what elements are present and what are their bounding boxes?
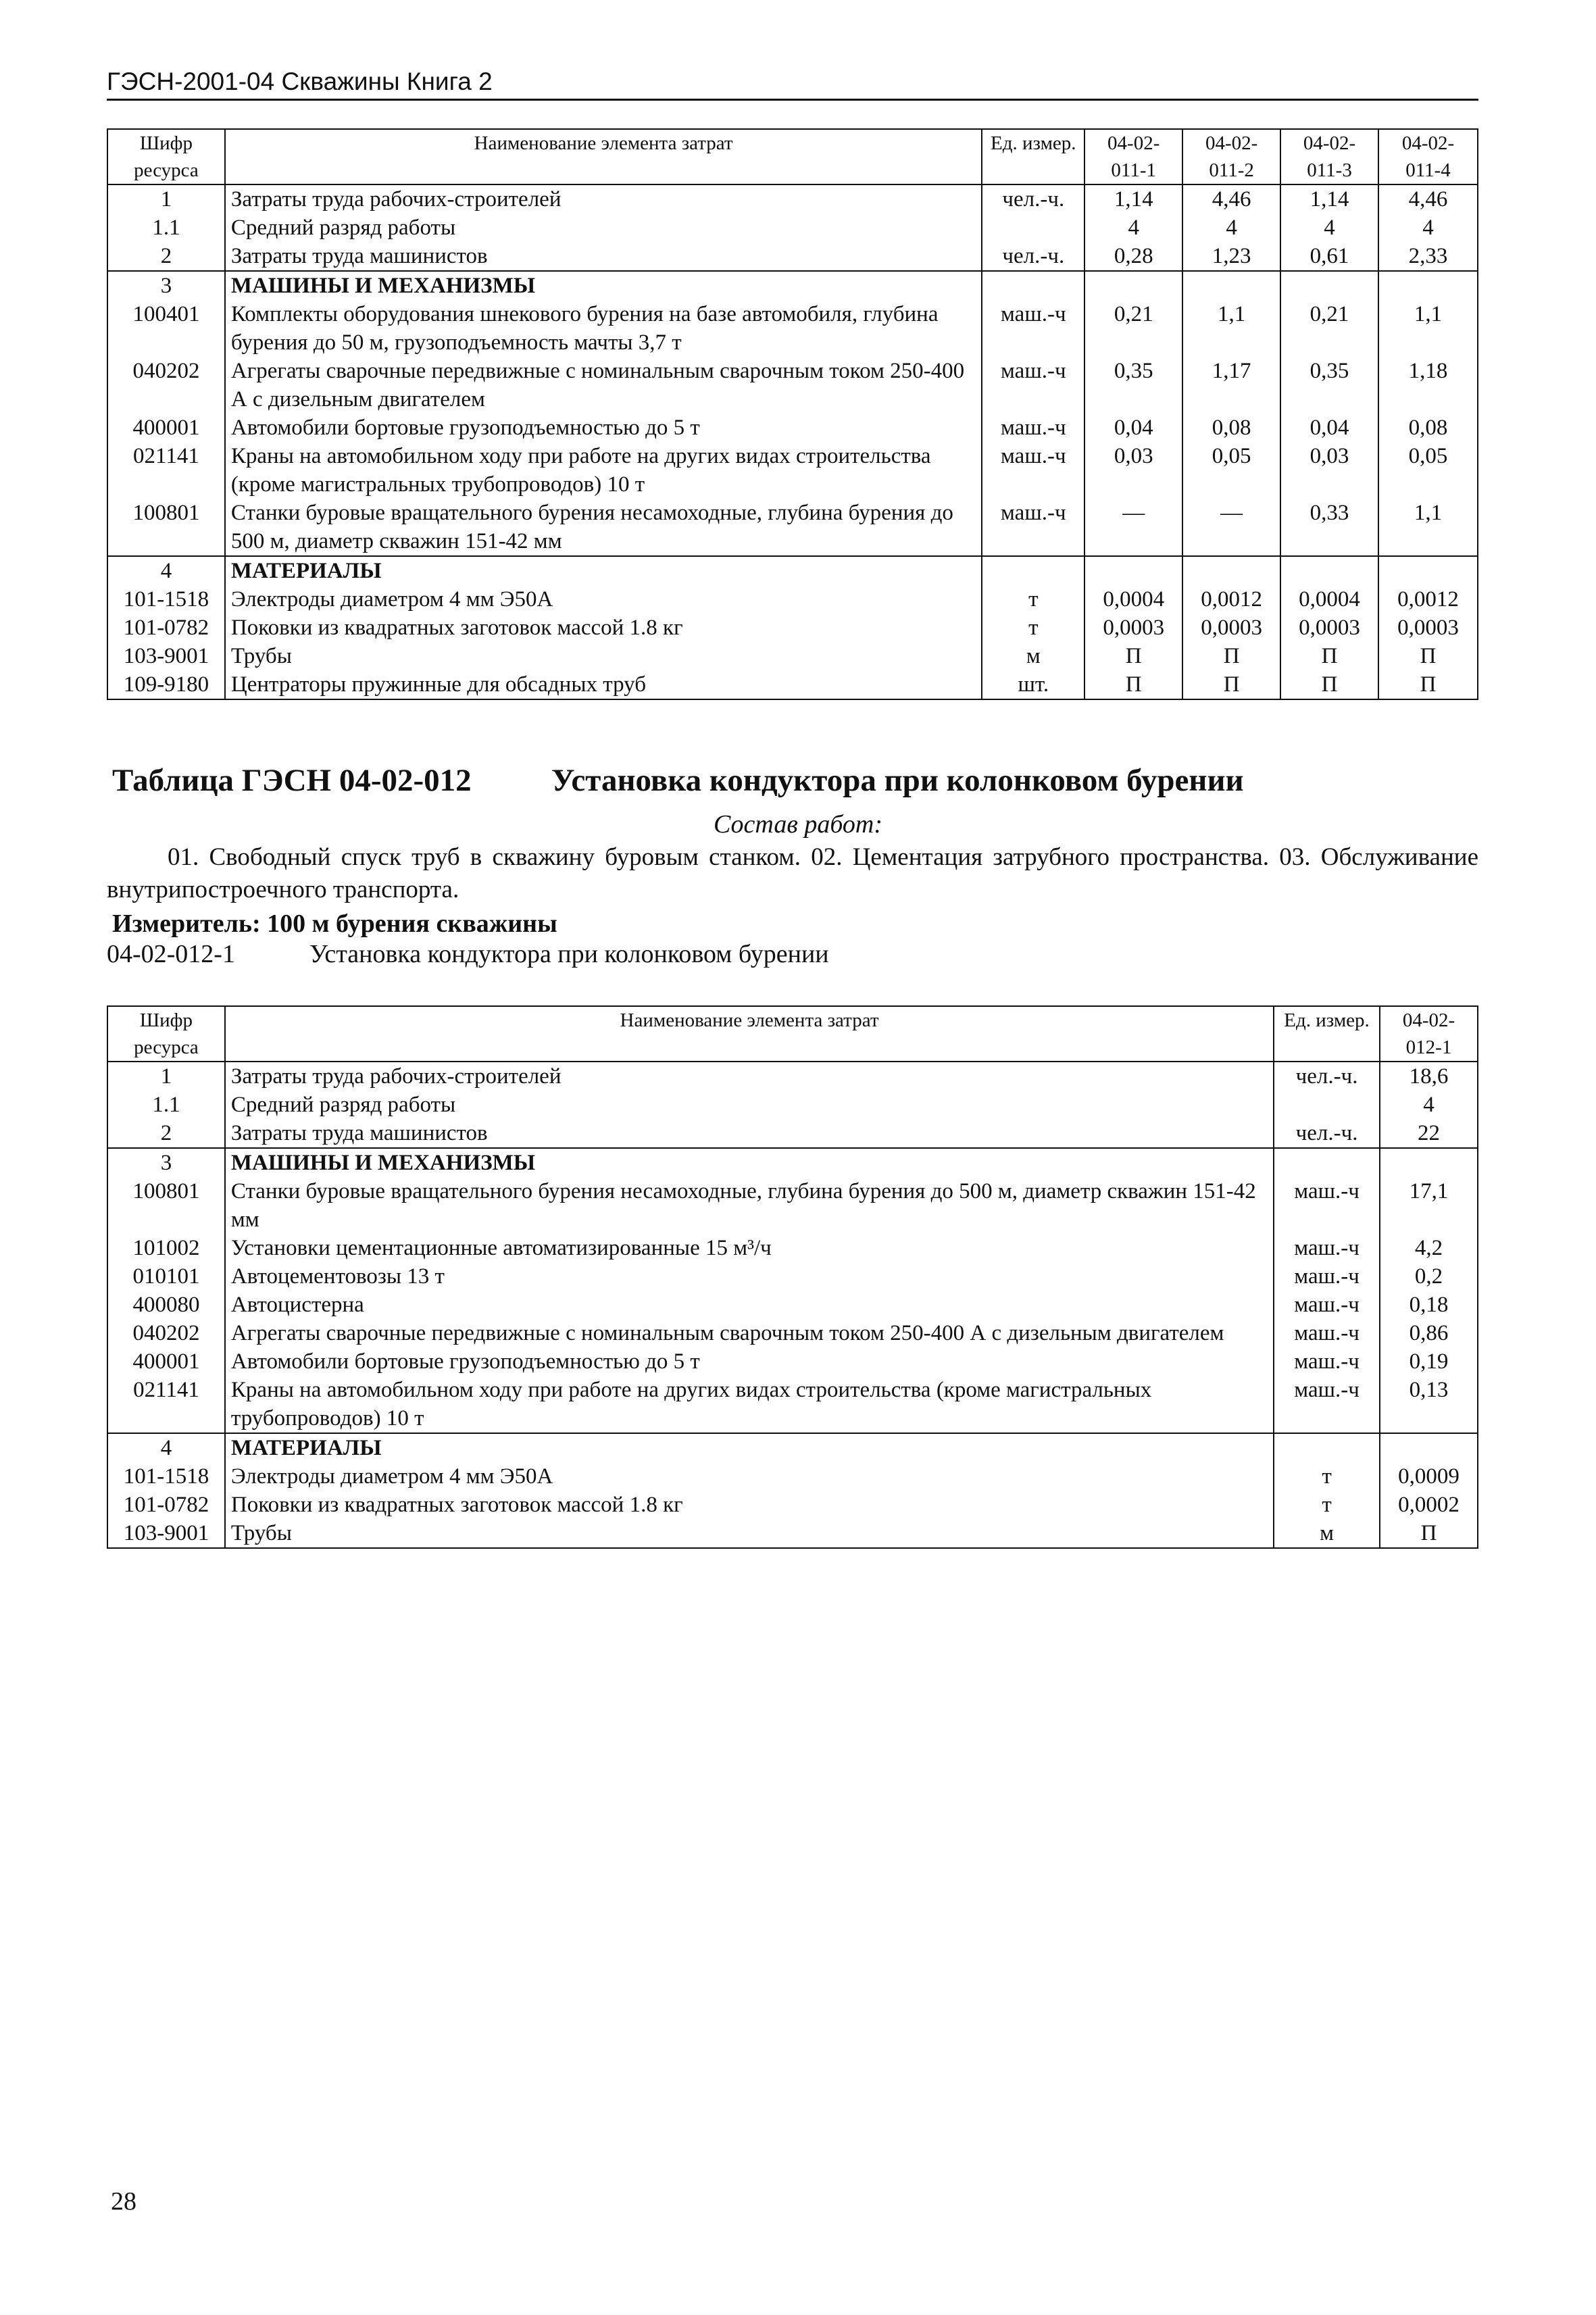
norm-value-cell-1: 0,19 [1380,1347,1478,1376]
cost-element-cell: Поковки из квадратных заготовок массой 1.8 кг [225,1491,1274,1519]
cost-element-cell: Агрегаты сварочные передвижные с номинальным сварочным током 250-400 А с дизельным двигателем [225,357,982,414]
resource-code-cell: 021141 [107,1376,225,1433]
unit-cell: чел.-ч. [1274,1062,1380,1091]
resource-code-cell: 4 [107,1433,225,1462]
norm-value-cell-1: 0,0009 [1380,1462,1478,1491]
table-row [107,499,1478,556]
cost-element-cell: Затраты труда рабочих-строителей [225,184,982,214]
cost-element-cell: Автомобили бортовые грузоподъемностью до 5 т [225,414,982,442]
norm-value-cell-2 [1182,556,1280,585]
unit-cell: маш.-ч [982,357,1084,414]
measurement-unit: Измеритель: 100 м бурения скважины [112,910,557,938]
header-cost-element: Наименование элемента затрат [225,1006,1274,1062]
resource-code-cell: 109-9180 [107,670,225,699]
cost-element-cell: Электроды диаметром 4 мм Э50А [225,585,982,614]
norm-value-cell-1: П [1084,642,1182,670]
table-row [107,1462,1478,1491]
norm-value-cell-1: — [1084,499,1182,556]
resource-code-cell: 100801 [107,1177,225,1234]
cost-element-cell: МАТЕРИАЛЫ [225,1433,1274,1462]
unit-cell: маш.-ч [1274,1177,1380,1234]
resource-code-cell: 101-1518 [107,1462,225,1491]
norm-value-cell-4: П [1378,670,1478,699]
cost-element-cell: Средний разряд работы [225,1091,1274,1119]
cost-element-cell: МАШИНЫ И МЕХАНИЗМЫ [225,1148,1274,1177]
cost-element-cell: Электроды диаметром 4 мм Э50А [225,1462,1274,1491]
table-header-row [107,129,1478,184]
table-row [107,1319,1478,1347]
norm-value-cell-3: 0,0004 [1280,585,1378,614]
unit-cell: маш.-ч [982,300,1084,357]
norm-value-cell-1: 0,0004 [1084,585,1182,614]
table-row [107,1519,1478,1548]
table-title-name: Установка кондуктора при колонковом бурении [551,763,1244,798]
cost-element-cell: Трубы [225,642,982,670]
norm-value-cell-4: 1,18 [1378,357,1478,414]
table-title-label: Таблица ГЭСН 04-02-012 [112,763,472,798]
table-row [107,614,1478,642]
norm-value-cell-1 [1084,556,1182,585]
table-row [107,357,1478,414]
unit-cell: маш.-ч [1274,1291,1380,1319]
norm-code: 04-02-012-1 [107,940,235,968]
cost-element-cell: Затраты труда машинистов [225,1119,1274,1148]
norm-value-cell-4: 0,0012 [1378,585,1478,614]
resource-table-011 [107,128,1478,700]
unit-cell: маш.-ч [1274,1347,1380,1376]
header-norm-4: 04-02-011-4 [1378,129,1478,184]
norm-code-line [107,939,829,969]
norm-value-cell-3: 0,35 [1280,357,1378,414]
norm-value-cell-1: 0,35 [1084,357,1182,414]
resource-code-cell: 101-1518 [107,585,225,614]
resource-code-cell: 400001 [107,414,225,442]
norm-value-cell-3: 0,61 [1280,242,1378,271]
works-description: 01. Свободный спуск труб в скважину буровым станком. 02. Цементация затрубного пространства. 03. Обслуживание внутрипостроечного транспорта. [107,843,1478,903]
resource-code-cell: 101-0782 [107,614,225,642]
resource-code-cell: 040202 [107,1319,225,1347]
table-row [107,670,1478,699]
unit-cell: маш.-ч [1274,1319,1380,1347]
norm-value-cell-1: 4 [1084,214,1182,242]
norm-value-cell-2: 0,0012 [1182,585,1280,614]
unit-cell [1274,1433,1380,1462]
resource-code-cell: 400001 [107,1347,225,1376]
page-number: 28 [111,2187,136,2216]
unit-cell: м [1274,1519,1380,1548]
unit-cell: т [1274,1462,1380,1491]
cost-element-cell: Краны на автомобильном ходу при работе на других видах строительства (кроме магистральных трубопроводов) 10 т [225,1376,1274,1433]
norm-value-cell-1: 17,1 [1380,1177,1478,1234]
norm-value-cell-1: 1,14 [1084,184,1182,214]
table-row [107,1291,1478,1319]
norm-value-cell-1: 0,18 [1380,1291,1478,1319]
resource-code-cell: 2 [107,242,225,271]
cost-element-cell: Поковки из квадратных заготовок массой 1.8 кг [225,614,982,642]
table-row [107,1062,1478,1091]
cost-element-cell: Автоцистерна [225,1291,1274,1319]
unit-cell [1274,1148,1380,1177]
cost-element-cell: Средний разряд работы [225,214,982,242]
norm-value-cell-4: 2,33 [1378,242,1478,271]
header-norm-3: 04-02-011-3 [1280,129,1378,184]
norm-value-cell-4: 1,1 [1378,300,1478,357]
header-unit: Ед. измер. [982,129,1084,184]
cost-element-cell: Краны на автомобильном ходу при работе на других видах строительства (кроме магистральных трубопроводов) 10 т [225,442,982,499]
norm-value-cell-3: 0,04 [1280,414,1378,442]
cost-element-cell: Автоцементовозы 13 т [225,1262,1274,1291]
norm-value-cell-4: 0,08 [1378,414,1478,442]
norm-value-cell-1 [1084,271,1182,300]
table-row [107,1148,1478,1177]
unit-cell [982,556,1084,585]
unit-cell: чел.-ч. [1274,1119,1380,1148]
resource-code-cell: 400080 [107,1291,225,1319]
norm-value-cell-4: 0,05 [1378,442,1478,499]
table-row [107,414,1478,442]
norm-value-cell-1: 18,6 [1380,1062,1478,1091]
unit-cell: т [1274,1491,1380,1519]
norm-value-cell-3: 0,0003 [1280,614,1378,642]
resource-code-cell: 100801 [107,499,225,556]
resource-code-cell: 103-9001 [107,642,225,670]
norm-value-cell-3: 0,33 [1280,499,1378,556]
resource-code-cell: 100401 [107,300,225,357]
header-norm-2: 04-02-011-2 [1182,129,1280,184]
norm-value-cell-2: 1,23 [1182,242,1280,271]
table-row [107,1491,1478,1519]
table-row [107,1091,1478,1119]
norm-value-cell-3: 0,03 [1280,442,1378,499]
unit-cell: т [982,585,1084,614]
norm-value-cell-2: 0,0003 [1182,614,1280,642]
cost-element-cell: Агрегаты сварочные передвижные с номинальным сварочным током 250-400 А с дизельным двигателем [225,1319,1274,1347]
unit-cell: маш.-ч [1274,1376,1380,1433]
norm-value-cell-1: 4,2 [1380,1234,1478,1262]
norm-value-cell-1: 22 [1380,1119,1478,1148]
norm-value-cell-2: П [1182,642,1280,670]
norm-value-cell-2: 4,46 [1182,184,1280,214]
table-row [107,642,1478,670]
header-resource-code: Шифр ресурса [107,1006,225,1062]
unit-cell: м [982,642,1084,670]
resource-code-cell: 021141 [107,442,225,499]
table-row [107,1262,1478,1291]
resource-code-cell: 1 [107,1062,225,1091]
unit-cell: маш.-ч [982,414,1084,442]
resource-code-cell: 040202 [107,357,225,414]
resource-code-cell: 3 [107,271,225,300]
unit-cell: чел.-ч. [982,242,1084,271]
resource-code-cell: 2 [107,1119,225,1148]
norm-value-cell-2: — [1182,499,1280,556]
header-unit: Ед. измер. [1274,1006,1380,1062]
norm-value-cell-3: 0,21 [1280,300,1378,357]
norm-value-cell-3: П [1280,670,1378,699]
norm-value-cell-4: 1,1 [1378,499,1478,556]
norm-value-cell-1 [1380,1148,1478,1177]
table-row [107,1347,1478,1376]
norm-value-cell-4: П [1378,642,1478,670]
norm-value-cell-2: 0,08 [1182,414,1280,442]
norm-value-cell-4: 4,46 [1378,184,1478,214]
resource-code-cell: 4 [107,556,225,585]
table-row [107,556,1478,585]
table-row [107,1433,1478,1462]
norm-value-cell-3: 4 [1280,214,1378,242]
resource-code-cell: 1 [107,184,225,214]
norm-value-cell-2: 1,17 [1182,357,1280,414]
cost-element-cell: Комплекты оборудования шнекового бурения на базе автомобиля, глубина бурения до 50 м, грузоподъемность мачты 3,7 т [225,300,982,357]
unit-cell [982,271,1084,300]
norm-value-cell-2 [1182,271,1280,300]
norm-value-cell-2: 4 [1182,214,1280,242]
table-row [107,442,1478,499]
unit-cell: шт. [982,670,1084,699]
norm-value-cell-2: 0,05 [1182,442,1280,499]
table-row [107,1376,1478,1433]
cost-element-cell: Трубы [225,1519,1274,1548]
table-row [107,1234,1478,1262]
norm-value-cell-1: 0,21 [1084,300,1182,357]
norm-value-cell-2: 1,1 [1182,300,1280,357]
cost-element-cell: Станки буровые вращательного бурения несамоходные, глубина бурения до 500 м, диаметр скважин 151-42 мм [225,499,982,556]
norm-value-cell-1: 0,04 [1084,414,1182,442]
resource-code-cell: 101002 [107,1234,225,1262]
cost-element-cell: МАТЕРИАЛЫ [225,556,982,585]
cost-element-cell: Центраторы пружинные для обсадных труб [225,670,982,699]
cost-element-cell: МАШИНЫ И МЕХАНИЗМЫ [225,271,982,300]
unit-cell: маш.-ч [1274,1262,1380,1291]
norm-value-cell-3: 1,14 [1280,184,1378,214]
norm-value-cell-1: П [1084,670,1182,699]
norm-value-cell-1: 0,28 [1084,242,1182,271]
header-cost-element: Наименование элемента затрат [225,129,982,184]
cost-element-cell: Затраты труда машинистов [225,242,982,271]
cost-element-cell: Установки цементационные автоматизированные 15 м³/ч [225,1234,1274,1262]
unit-cell [1274,1091,1380,1119]
table-row [107,1177,1478,1234]
norm-value-cell-1 [1380,1433,1478,1462]
table-row [107,585,1478,614]
table-row [107,214,1478,242]
header-norm-1: 04-02-012-1 [1380,1006,1478,1062]
resource-code-cell: 103-9001 [107,1519,225,1548]
resource-code-cell: 101-0782 [107,1491,225,1519]
table-row [107,242,1478,271]
table-header-row [107,1006,1478,1062]
norm-value-cell-1: 0,03 [1084,442,1182,499]
table-row [107,184,1478,214]
norm-value-cell-3 [1280,556,1378,585]
unit-cell [982,214,1084,242]
norm-value-cell-2: П [1182,670,1280,699]
norm-value-cell-3: П [1280,642,1378,670]
unit-cell: маш.-ч [982,442,1084,499]
running-header: ГЭСН-2001-04 Скважины Книга 2 [107,68,1478,101]
unit-cell: маш.-ч [982,499,1084,556]
norm-value-cell-1: 4 [1380,1091,1478,1119]
unit-cell: маш.-ч [1274,1234,1380,1262]
cost-element-cell: Затраты труда рабочих-строителей [225,1062,1274,1091]
norm-value-cell-1: 0,86 [1380,1319,1478,1347]
resource-code-cell: 1.1 [107,1091,225,1119]
norm-value-cell-1: П [1380,1519,1478,1548]
norm-value-cell-1: 0,0003 [1084,614,1182,642]
cost-element-cell: Автомобили бортовые грузоподъемностью до 5 т [225,1347,1274,1376]
norm-value-cell-4 [1378,271,1478,300]
norm-value-cell-4: 4 [1378,214,1478,242]
table-title [112,762,1244,799]
cost-element-cell: Станки буровые вращательного бурения несамоходные, глубина бурения до 500 м, диаметр скважин 151-42 мм [225,1177,1274,1234]
unit-cell: т [982,614,1084,642]
table-row [107,271,1478,300]
unit-cell: чел.-ч. [982,184,1084,214]
composition-heading: Состав работ: [713,810,883,839]
table-row [107,300,1478,357]
table-row [107,1119,1478,1148]
resource-code-cell: 3 [107,1148,225,1177]
header-norm-1: 04-02-011-1 [1084,129,1182,184]
norm-value-cell-1: 0,2 [1380,1262,1478,1291]
norm-value-cell-4: 0,0003 [1378,614,1478,642]
norm-value-cell-3 [1280,271,1378,300]
resource-code-cell: 1.1 [107,214,225,242]
norm-value-cell-4 [1378,556,1478,585]
resource-table-012 [107,1005,1478,1549]
norm-value-cell-1: 0,13 [1380,1376,1478,1433]
norm-value-cell-1: 0,0002 [1380,1491,1478,1519]
resource-code-cell: 010101 [107,1262,225,1291]
norm-code-label: Установка кондуктора при колонковом бурении [309,940,829,968]
header-resource-code: Шифр ресурса [107,129,225,184]
